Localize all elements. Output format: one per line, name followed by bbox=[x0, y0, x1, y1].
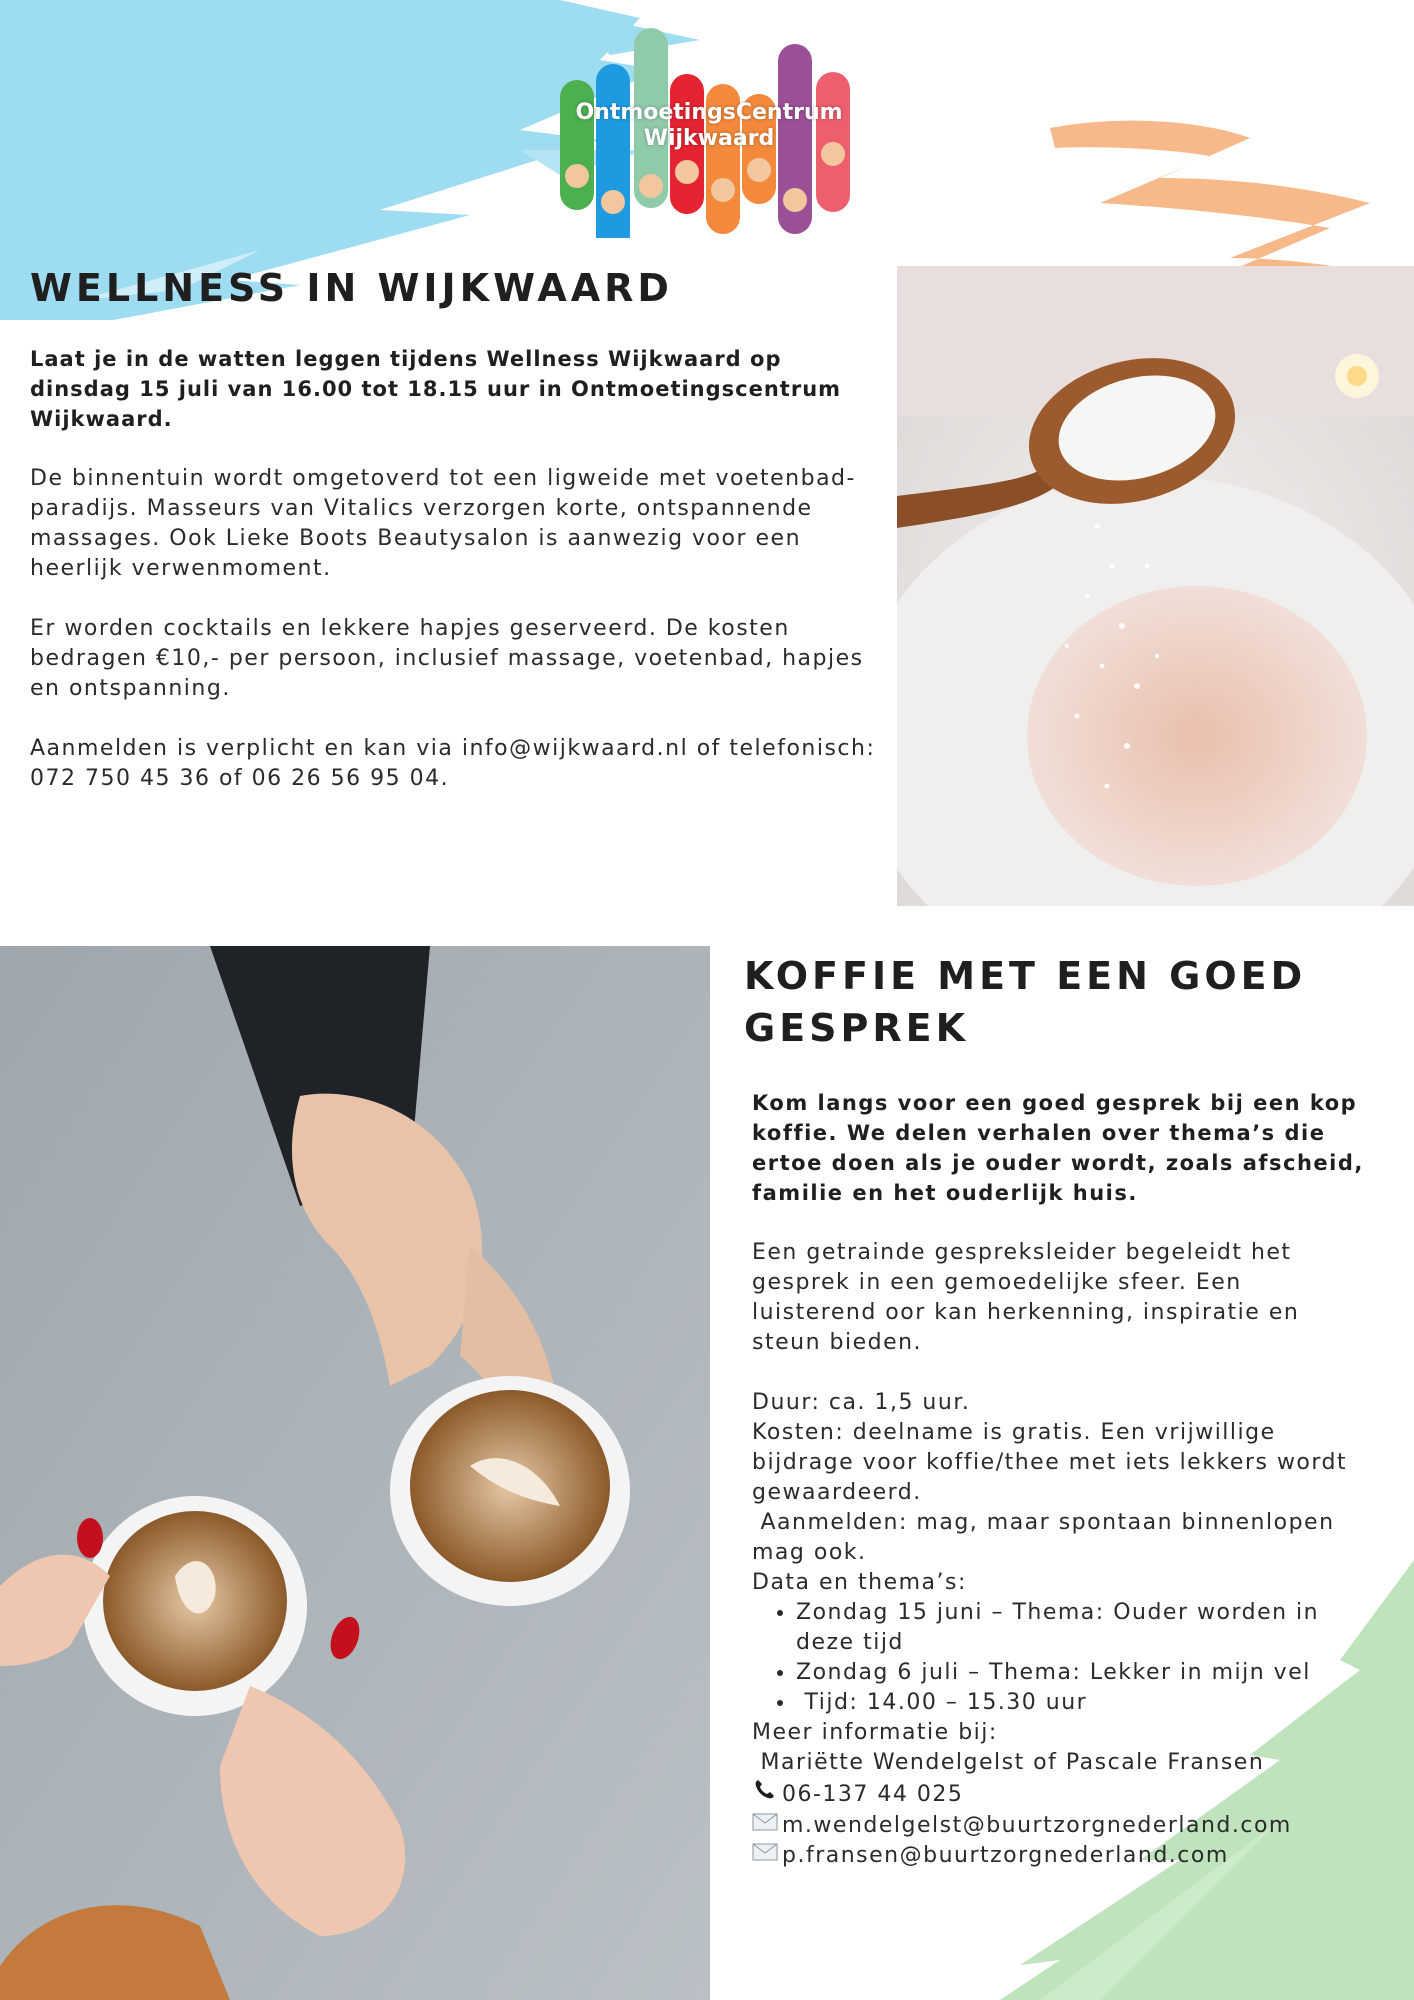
wellness-paragraph-2: Er worden cocktails en lekkere hapjes geserveerd. De kosten bedragen €10,- per persoon, inclusief massage, voetenbad, hapjes en ontspanning. bbox=[30, 616, 864, 701]
koffie-themes-list bbox=[752, 1598, 1372, 1718]
wellness-lead: Laat je in de watten leggen tijdens Wellness Wijkwaard op dinsdag 15 juli van 16.00 tot 18.15 uur in Ontmoetingscentrum Wijkwaard. bbox=[30, 347, 842, 431]
ontmoetingscentrum-logo bbox=[556, 24, 862, 238]
contact-email1-line bbox=[752, 1811, 1372, 1841]
wellness-paragraph-3: Aanmelden is verplicht en kan via info@wijkwaard.nl of telefonisch: 072 750 45 36 of 06 26 56 95 04. bbox=[30, 736, 876, 791]
koffie-data-label: Data en thema’s: bbox=[752, 1570, 967, 1595]
theme-item: • Tijd: 14.00 – 15.30 uur bbox=[796, 1688, 1372, 1718]
koffie-meer-info: Meer informatie bij: bbox=[752, 1720, 998, 1745]
koffie-aanmelden: Aanmelden: mag, maar spontaan binnenlopen mag ook. bbox=[752, 1510, 1344, 1565]
wellness-title: WELLNESS IN WIJKWAARD bbox=[30, 266, 673, 310]
theme-item: • Zondag 15 juni – Thema: Ouder worden in deze tijd bbox=[796, 1598, 1372, 1658]
envelope-icon bbox=[752, 1811, 782, 1841]
wellness-text bbox=[30, 344, 880, 824]
logo-line1: OntmoetingsCentrum bbox=[575, 100, 843, 125]
envelope-icon bbox=[752, 1841, 782, 1871]
footbath-photo bbox=[897, 266, 1414, 906]
coffee-photo bbox=[0, 946, 710, 2000]
wellness-paragraph-1: De binnentuin wordt omgetoverd tot een ligweide met voetenbad-paradijs. Masseurs van Vitalics verzorgen korte, ontspannende massages. Ook Lieke Boots Beautysalon is aanwezig voor een heerlijk verwenmoment. bbox=[30, 466, 856, 581]
contact-phone-line bbox=[752, 1778, 1372, 1811]
phone-icon bbox=[752, 1778, 782, 1811]
koffie-title-line2: GESPREK bbox=[744, 1006, 970, 1050]
koffie-contact-names: Mariëtte Wendelgelst of Pascale Fransen bbox=[752, 1750, 1265, 1775]
theme-item: • Zondag 6 juli – Thema: Lekker in mijn vel bbox=[796, 1658, 1372, 1688]
koffie-duur: Duur: ca. 1,5 uur. bbox=[752, 1390, 971, 1415]
koffie-kosten: Kosten: deelname is gratis. Een vrijwillige bijdrage voor koffie/thee met iets lekkers wordt gewaardeerd. bbox=[752, 1420, 1348, 1505]
koffie-title bbox=[744, 950, 1306, 1054]
koffie-details bbox=[752, 1388, 1372, 1871]
koffie-paragraph-1: Een getrainde gespreksleider begeleidt het gesprek in een gemoedelijke sfeer. Een luisterend oor kan herkenning, inspiratie en steun bieden. bbox=[752, 1240, 1300, 1355]
koffie-lead: Kom langs voor een goed gesprek bij een kop koffie. We delen verhalen over thema’s die ertoe doen als je ouder wordt, zoals afscheid, familie en het ouderlijk huis. bbox=[752, 1091, 1364, 1205]
contact-email-2[interactable]: p.fransen@buurtzorgnederland.com bbox=[782, 1843, 1229, 1868]
logo-line2: Wijkwaard bbox=[643, 126, 775, 151]
contact-email2-line bbox=[752, 1841, 1372, 1871]
koffie-title-line1: KOFFIE MET EEN GOED bbox=[744, 954, 1307, 998]
koffie-text bbox=[752, 1088, 1372, 1871]
contact-email-1[interactable]: m.wendelgelst@buurtzorgnederland.com bbox=[782, 1813, 1292, 1838]
contact-phone: 06-137 44 025 bbox=[782, 1781, 964, 1807]
